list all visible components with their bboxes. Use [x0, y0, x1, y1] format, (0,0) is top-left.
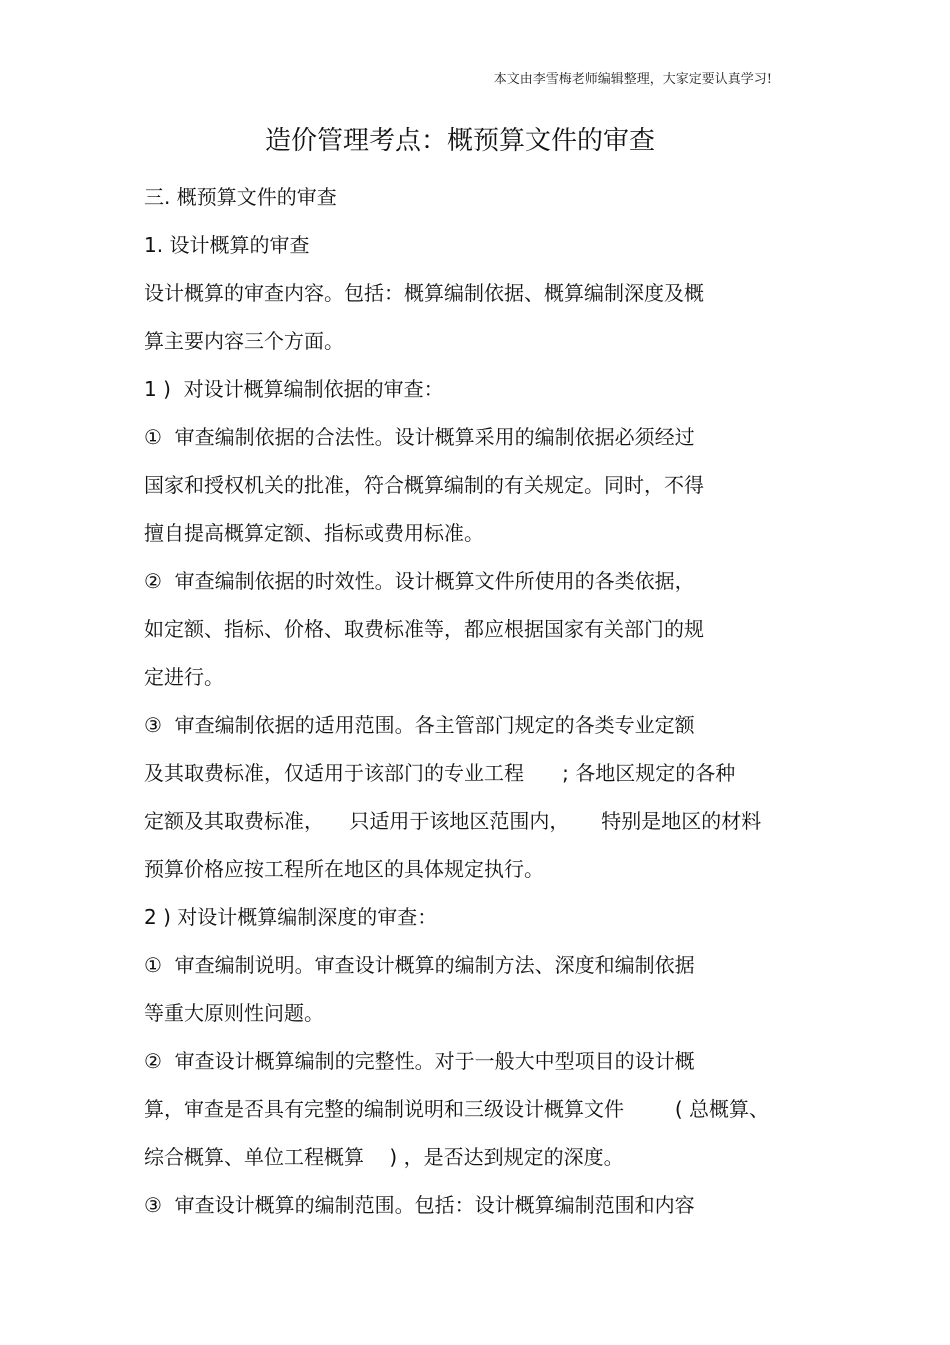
paragraph-line: 定额及其取费标准， 只适用于该地区范围内， 特别是地区的材料: [144, 809, 762, 833]
list-item-line: ② 审查编制依据的时效性。设计概算文件所使用的各类依据，: [144, 569, 695, 593]
list-item-line: ① 审查编制依据的合法性。设计概算采用的编制依据必须经过: [144, 425, 695, 449]
paragraph-line: 综合概算、单位工程概算 ) ，是否达到规定的深度。: [144, 1145, 624, 1169]
paragraph-line: 定进行。: [144, 665, 224, 689]
paragraph-line: 设计概算的审查内容。包括：概算编制依据、概算编制深度及概: [144, 281, 704, 305]
section-heading: 三. 概预算文件的审查: [144, 185, 337, 209]
paragraph-line: 如定额、指标、价格、取费标准等，都应根据国家有关部门的规: [144, 617, 704, 641]
paragraph-line: 算，审查是否具有完整的编制说明和三级设计概算文件 ( 总概算、: [144, 1097, 770, 1121]
list-item-line: ③ 审查设计概算的编制范围。包括：设计概算编制范围和内容: [144, 1193, 695, 1217]
paragraph-line: 预算价格应按工程所在地区的具体规定执行。: [144, 857, 544, 881]
paragraph-line: 国家和授权机关的批准，符合概算编制的有关规定。同时，不得: [144, 473, 704, 497]
list-heading: 1 ) 对设计概算编制依据的审查：: [144, 377, 444, 401]
document-body: [144, 181, 824, 1237]
list-item-line: ① 审查编制说明。审查设计概算的编制方法、深度和编制依据: [144, 953, 695, 977]
subsection-heading: 1. 设计概算的审查: [144, 233, 310, 257]
list-item-line: ③ 审查编制依据的适用范围。各主管部门规定的各类专业定额: [144, 713, 695, 737]
header-note: 本文由李雪梅老师编辑整理，大家定要认真学习!: [493, 72, 772, 87]
paragraph-line: 擅自提高概算定额、指标或费用标准。: [144, 521, 484, 545]
list-heading: 2 ) 对设计概算编制深度的审查：: [144, 905, 438, 929]
paragraph-line: 及其取费标准，仅适用于该部门的专业工程 ; 各地区规定的各种: [144, 761, 736, 785]
document-title: 造价管理考点：概预算文件的审查: [264, 126, 655, 156]
list-item-line: ② 审查设计概算编制的完整性。对于一般大中型项目的设计概: [144, 1049, 695, 1073]
paragraph-line: 算主要内容三个方面。: [144, 329, 344, 353]
paragraph-line: 等重大原则性问题。: [144, 1001, 324, 1025]
